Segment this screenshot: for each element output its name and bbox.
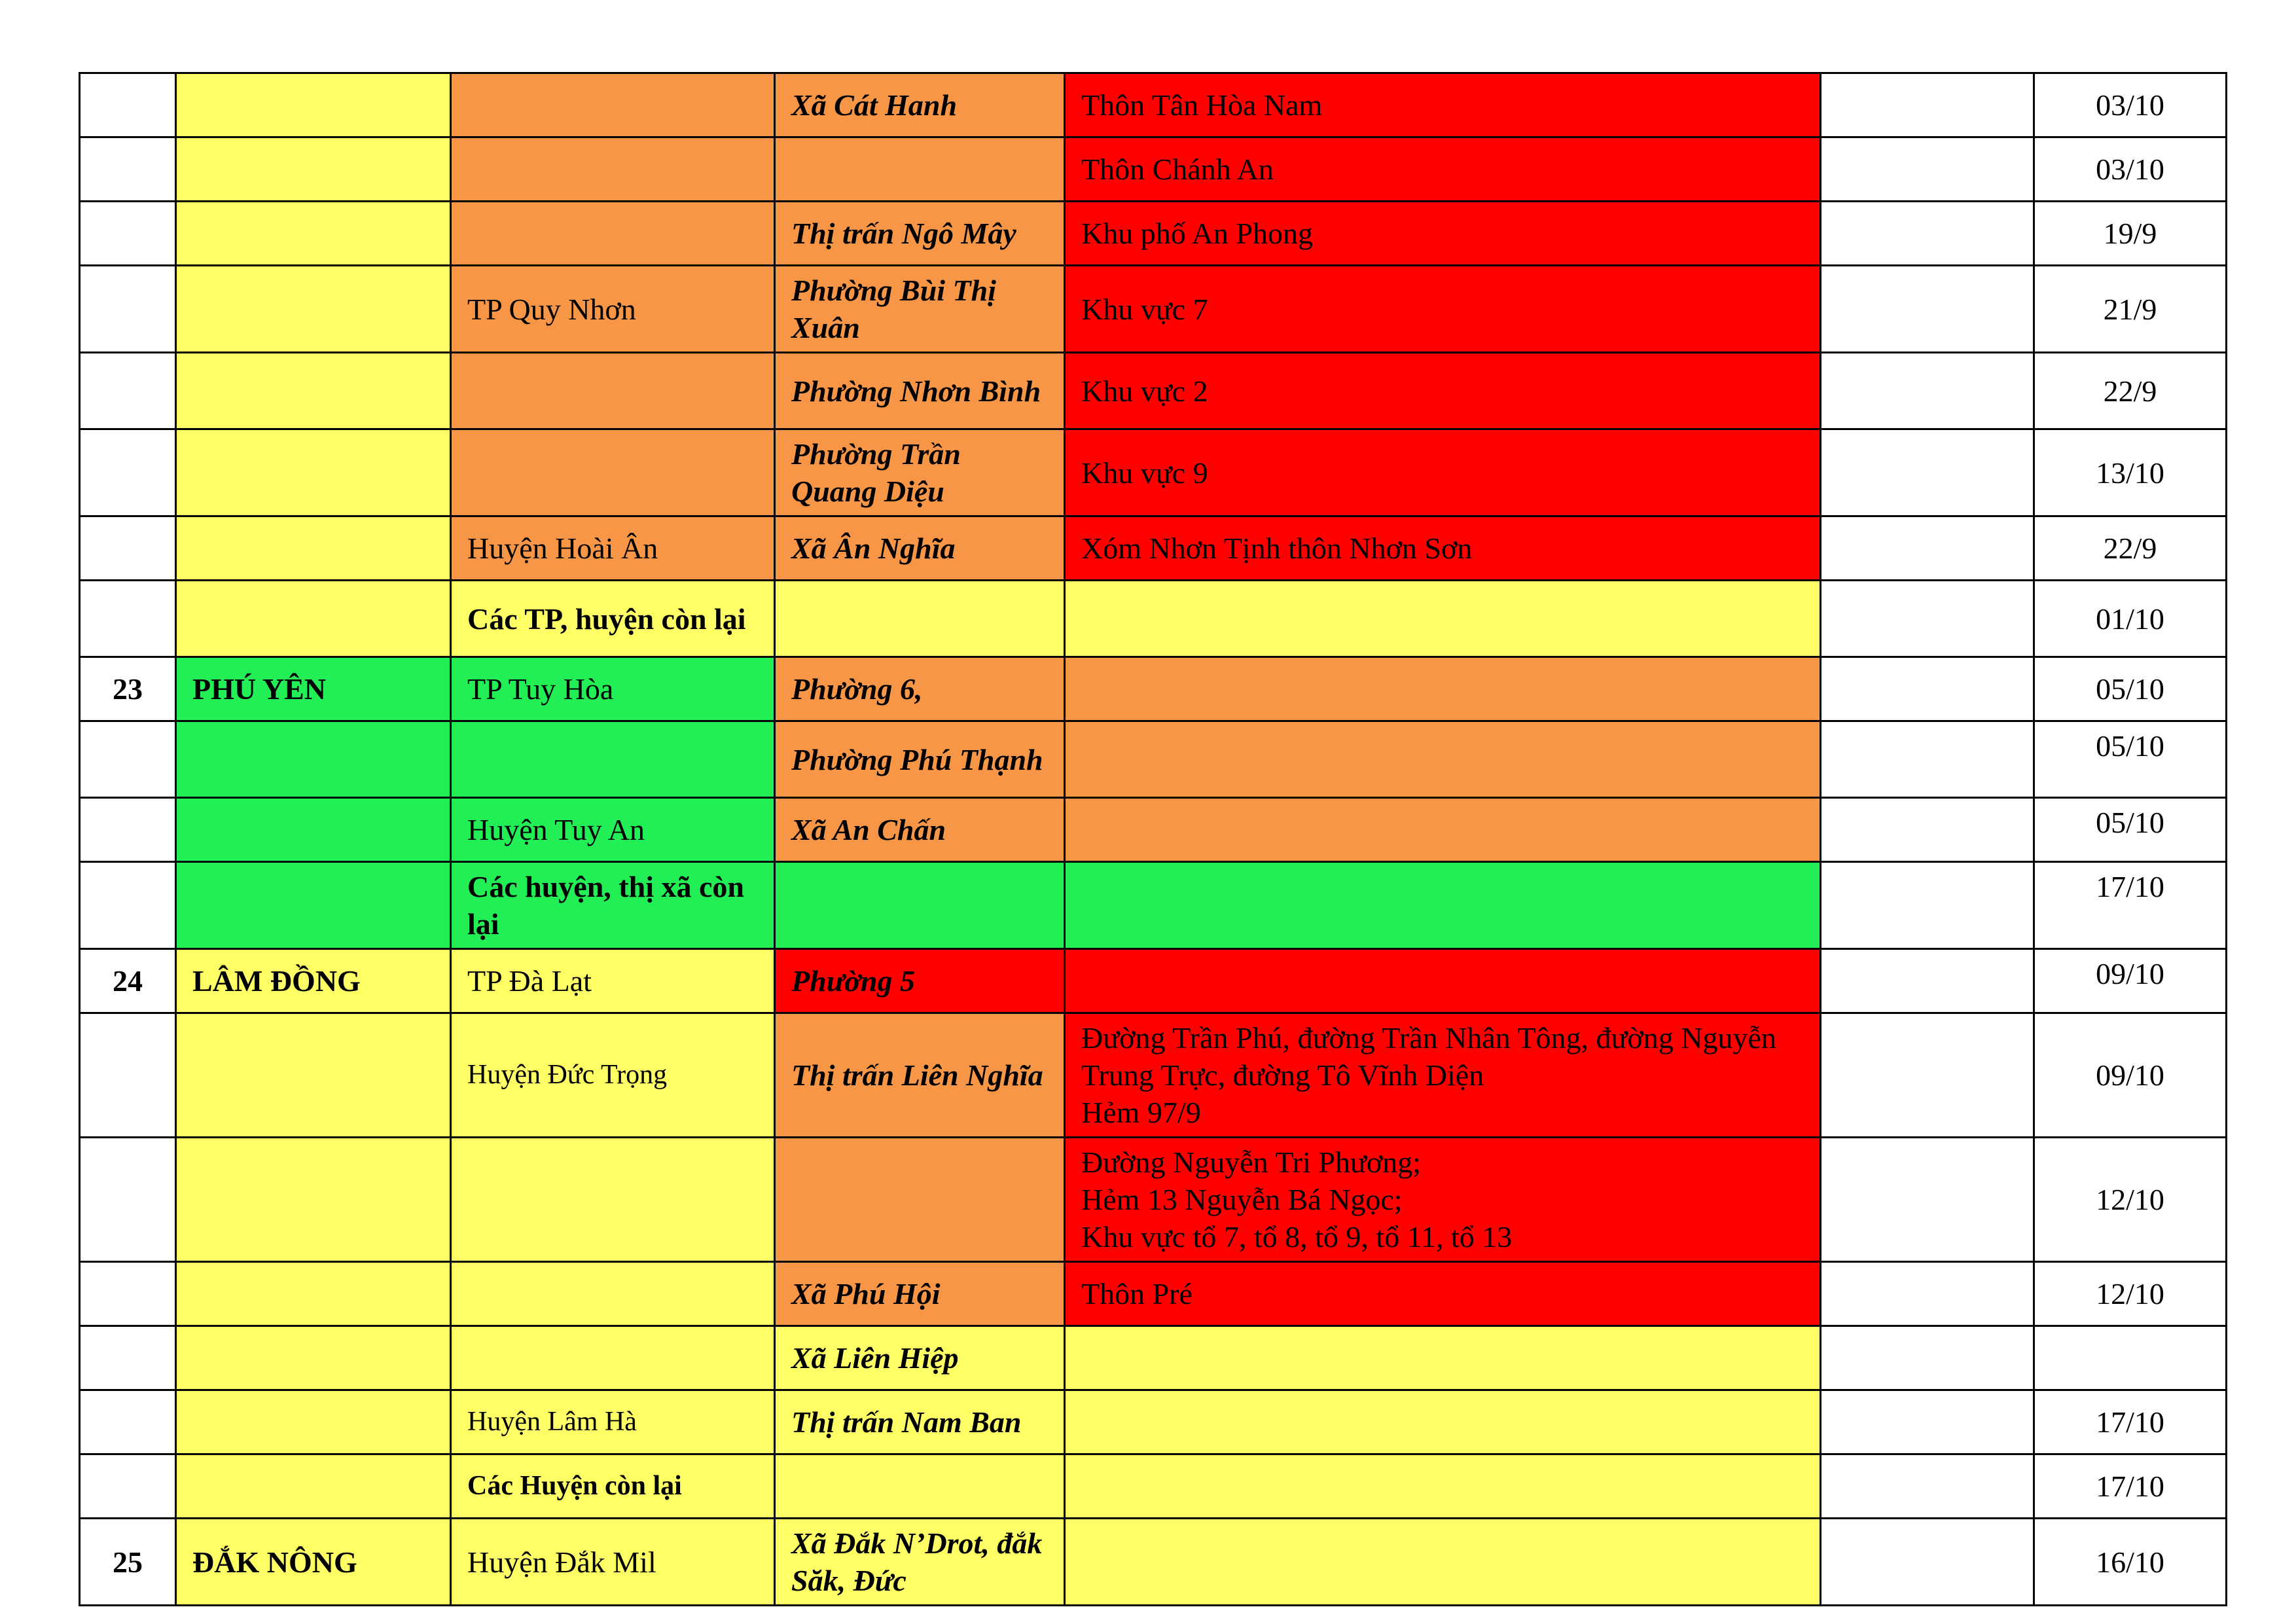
table-row <box>80 202 2227 266</box>
province-cell <box>176 202 451 266</box>
ward-cell <box>775 137 1065 202</box>
note-cell <box>1821 73 2034 137</box>
district-cell: Các TP, huyện còn lại <box>451 581 775 657</box>
table-row <box>80 862 2227 949</box>
area-cell: Khu vực 9 <box>1065 429 1821 516</box>
ward-cell: Thị trấn Ngô Mây <box>775 202 1065 266</box>
table-row <box>80 73 2227 137</box>
province-cell: LÂM ĐỒNG <box>176 949 451 1013</box>
note-cell <box>1821 1390 2034 1454</box>
ward-cell: Thị trấn Liên Nghĩa <box>775 1013 1065 1138</box>
date-cell: 05/10 <box>2034 798 2227 862</box>
row-number: 24 <box>80 949 176 1013</box>
area-cell <box>1065 798 1821 862</box>
district-cell <box>451 429 775 516</box>
row-number <box>80 1454 176 1519</box>
note-cell <box>1821 581 2034 657</box>
row-number <box>80 202 176 266</box>
row-number <box>80 266 176 353</box>
date-cell: 01/10 <box>2034 581 2227 657</box>
date-cell: 22/9 <box>2034 516 2227 581</box>
ward-cell: Xã Ân Nghĩa <box>775 516 1065 581</box>
table-row <box>80 429 2227 516</box>
table-row <box>80 516 2227 581</box>
table-row <box>80 137 2227 202</box>
date-cell: 17/10 <box>2034 862 2227 949</box>
table-row <box>80 266 2227 353</box>
area-cell: Đường Nguyễn Tri Phương; Hẻm 13 Nguyễn Bá Ngọc; Khu vực tổ 7, tổ 8, tổ 9, tổ 11, tổ 13 <box>1065 1138 1821 1262</box>
province-cell <box>176 429 451 516</box>
table-row <box>80 353 2227 429</box>
note-cell <box>1821 266 2034 353</box>
province-cell <box>176 1013 451 1138</box>
ward-cell: Xã An Chấn <box>775 798 1065 862</box>
row-number <box>80 1138 176 1262</box>
date-cell: 17/10 <box>2034 1454 2227 1519</box>
note-cell <box>1821 1454 2034 1519</box>
table-row <box>80 1138 2227 1262</box>
row-number <box>80 862 176 949</box>
district-cell: Huyện Hoài Ân <box>451 516 775 581</box>
row-number <box>80 137 176 202</box>
province-cell <box>176 137 451 202</box>
ward-cell <box>775 1138 1065 1262</box>
ward-cell: Phường Phú Thạnh <box>775 721 1065 798</box>
ward-cell: Phường 6, <box>775 657 1065 721</box>
note-cell <box>1821 862 2034 949</box>
row-number <box>80 1262 176 1326</box>
district-cell <box>451 1326 775 1390</box>
note-cell <box>1821 353 2034 429</box>
area-cell <box>1065 1390 1821 1454</box>
row-number <box>80 798 176 862</box>
province-cell <box>176 516 451 581</box>
date-cell: 05/10 <box>2034 721 2227 798</box>
district-cell: Các huyện, thị xã còn lại <box>451 862 775 949</box>
row-number <box>80 516 176 581</box>
date-cell: 03/10 <box>2034 137 2227 202</box>
note-cell <box>1821 1326 2034 1390</box>
area-cell: Khu vực 2 <box>1065 353 1821 429</box>
table-row <box>80 1454 2227 1519</box>
area-cell: Thôn Tân Hòa Nam <box>1065 73 1821 137</box>
row-number <box>80 581 176 657</box>
ward-cell: Thị trấn Nam Ban <box>775 1390 1065 1454</box>
ward-cell <box>775 581 1065 657</box>
date-cell: 12/10 <box>2034 1262 2227 1326</box>
district-cell <box>451 1262 775 1326</box>
province-cell <box>176 73 451 137</box>
area-cell: Đường Trần Phú, đường Trần Nhân Tông, đường Nguyễn Trung Trực, đường Tô Vĩnh Diện Hẻm 97/9 <box>1065 1013 1821 1138</box>
row-number <box>80 1390 176 1454</box>
date-cell <box>2034 1326 2227 1390</box>
date-cell: 19/9 <box>2034 202 2227 266</box>
province-cell <box>176 266 451 353</box>
province-cell <box>176 1262 451 1326</box>
table-row <box>80 1326 2227 1390</box>
date-cell: 12/10 <box>2034 1138 2227 1262</box>
district-cell: Huyện Tuy An <box>451 798 775 862</box>
table-row <box>80 1390 2227 1454</box>
district-cell <box>451 353 775 429</box>
note-cell <box>1821 429 2034 516</box>
note-cell <box>1821 721 2034 798</box>
district-cell: Các Huyện còn lại <box>451 1454 775 1519</box>
note-cell <box>1821 949 2034 1013</box>
zone-status-table <box>79 72 2227 1606</box>
row-number <box>80 353 176 429</box>
date-cell: 13/10 <box>2034 429 2227 516</box>
row-number <box>80 73 176 137</box>
table-row <box>80 1262 2227 1326</box>
ward-cell: Phường Trần Quang Diệu <box>775 429 1065 516</box>
date-cell: 16/10 <box>2034 1519 2227 1606</box>
ward-cell: Xã Đắk N’Drot, đắk Săk, Đức <box>775 1519 1065 1606</box>
ward-cell <box>775 1454 1065 1519</box>
province-cell <box>176 798 451 862</box>
province-cell: PHÚ YÊN <box>176 657 451 721</box>
note-cell <box>1821 202 2034 266</box>
area-cell <box>1065 581 1821 657</box>
table-row <box>80 581 2227 657</box>
table-row <box>80 949 2227 1013</box>
area-cell <box>1065 862 1821 949</box>
district-cell: Huyện Lâm Hà <box>451 1390 775 1454</box>
province-cell <box>176 1326 451 1390</box>
note-cell <box>1821 137 2034 202</box>
district-cell <box>451 721 775 798</box>
area-cell: Thôn Chánh An <box>1065 137 1821 202</box>
district-cell <box>451 73 775 137</box>
table-row <box>80 798 2227 862</box>
province-cell <box>176 1390 451 1454</box>
district-cell <box>451 1138 775 1262</box>
table-row <box>80 1519 2227 1606</box>
date-cell: 17/10 <box>2034 1390 2227 1454</box>
province-cell <box>176 581 451 657</box>
province-cell <box>176 862 451 949</box>
ward-cell: Xã Liên Hiệp <box>775 1326 1065 1390</box>
ward-cell: Xã Phú Hội <box>775 1262 1065 1326</box>
row-number: 25 <box>80 1519 176 1606</box>
ward-cell: Phường 5 <box>775 949 1065 1013</box>
province-cell: ĐẮK NÔNG <box>176 1519 451 1606</box>
ward-cell: Xã Cát Hanh <box>775 73 1065 137</box>
area-cell: Xóm Nhơn Tịnh thôn Nhơn Sơn <box>1065 516 1821 581</box>
district-cell: TP Đà Lạt <box>451 949 775 1013</box>
row-number <box>80 1326 176 1390</box>
table-row <box>80 1013 2227 1138</box>
note-cell <box>1821 657 2034 721</box>
date-cell: 05/10 <box>2034 657 2227 721</box>
area-cell: Thôn Pré <box>1065 1262 1821 1326</box>
date-cell: 03/10 <box>2034 73 2227 137</box>
date-cell: 09/10 <box>2034 1013 2227 1138</box>
note-cell <box>1821 1013 2034 1138</box>
date-cell: 21/9 <box>2034 266 2227 353</box>
note-cell <box>1821 798 2034 862</box>
ward-cell: Phường Bùi Thị Xuân <box>775 266 1065 353</box>
row-number <box>80 721 176 798</box>
district-cell: Huyện Đắk Mil <box>451 1519 775 1606</box>
district-cell: Huyện Đức Trọng <box>451 1013 775 1138</box>
ward-cell: Phường Nhơn Bình <box>775 353 1065 429</box>
area-cell: Khu vực 7 <box>1065 266 1821 353</box>
note-cell <box>1821 1138 2034 1262</box>
district-cell <box>451 137 775 202</box>
row-number: 23 <box>80 657 176 721</box>
note-cell <box>1821 1519 2034 1606</box>
province-cell <box>176 721 451 798</box>
area-cell <box>1065 1519 1821 1606</box>
district-cell: TP Tuy Hòa <box>451 657 775 721</box>
area-cell <box>1065 1454 1821 1519</box>
district-cell <box>451 202 775 266</box>
table-row <box>80 657 2227 721</box>
area-cell <box>1065 721 1821 798</box>
area-cell: Khu phố An Phong <box>1065 202 1821 266</box>
province-cell <box>176 1138 451 1262</box>
district-cell: TP Quy Nhơn <box>451 266 775 353</box>
province-cell <box>176 353 451 429</box>
area-cell <box>1065 657 1821 721</box>
row-number <box>80 429 176 516</box>
province-cell <box>176 1454 451 1519</box>
note-cell <box>1821 516 2034 581</box>
area-cell <box>1065 949 1821 1013</box>
date-cell: 22/9 <box>2034 353 2227 429</box>
area-cell <box>1065 1326 1821 1390</box>
ward-cell <box>775 862 1065 949</box>
row-number <box>80 1013 176 1138</box>
table-row <box>80 721 2227 798</box>
note-cell <box>1821 1262 2034 1326</box>
date-cell: 09/10 <box>2034 949 2227 1013</box>
